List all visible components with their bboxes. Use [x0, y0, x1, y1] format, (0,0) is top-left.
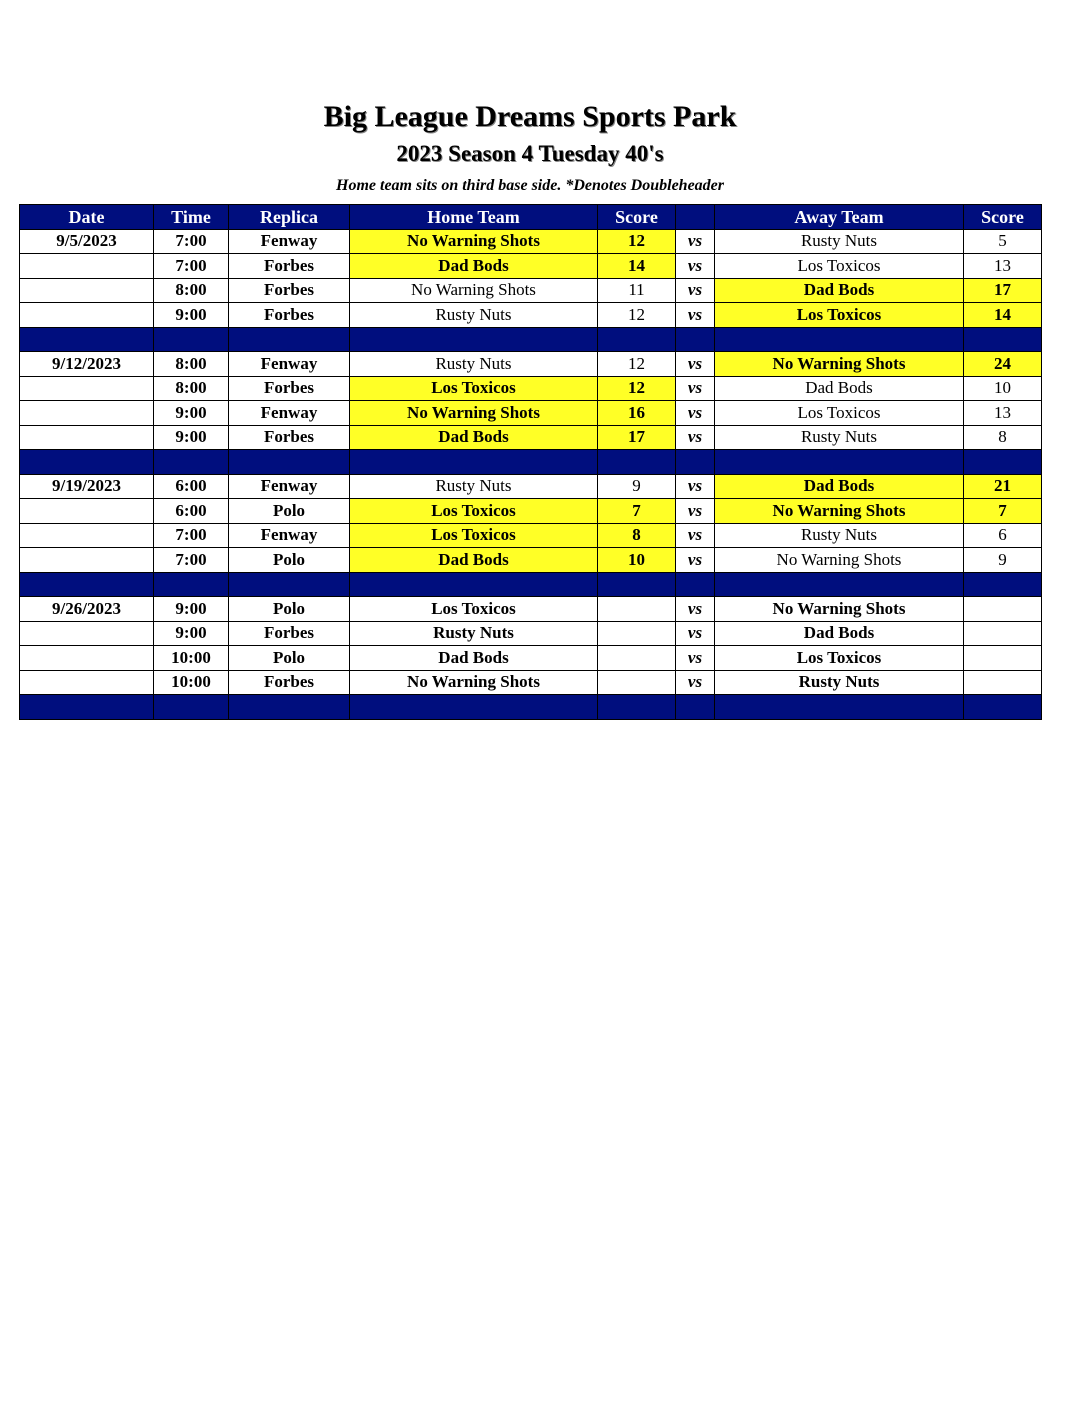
away-team-cell: Dad Bods: [715, 621, 964, 646]
vs-cell: vs: [676, 278, 715, 303]
away-team-cell: Rusty Nuts: [715, 523, 964, 548]
vs-cell: vs: [676, 425, 715, 450]
time-cell: 9:00: [154, 425, 229, 450]
date-cell: [20, 621, 154, 646]
away-team-cell: Rusty Nuts: [715, 425, 964, 450]
home-team-cell: Dad Bods: [350, 548, 598, 573]
separator-cell: [154, 450, 229, 475]
header-row: [20, 205, 1042, 230]
date-cell: [20, 376, 154, 401]
separator-cell: [598, 327, 676, 352]
table-row: [20, 352, 1042, 377]
away-score-cell: [964, 597, 1042, 622]
home-team-cell: Los Toxicos: [350, 597, 598, 622]
replica-cell: Polo: [229, 548, 350, 573]
home-score-cell: 11: [598, 278, 676, 303]
replica-cell: Fenway: [229, 352, 350, 377]
time-cell: 7:00: [154, 229, 229, 254]
separator-cell: [676, 327, 715, 352]
away-team-cell: No Warning Shots: [715, 499, 964, 524]
table-row: [20, 303, 1042, 328]
replica-cell: Polo: [229, 499, 350, 524]
away-team-cell: Los Toxicos: [715, 254, 964, 279]
vs-cell: vs: [676, 303, 715, 328]
header-away-score: Score: [964, 205, 1042, 230]
separator-cell: [350, 695, 598, 720]
week-separator-row: [20, 695, 1042, 720]
replica-cell: Forbes: [229, 278, 350, 303]
table-row: [20, 670, 1042, 695]
header-replica: Replica: [229, 205, 350, 230]
week-separator-row: [20, 450, 1042, 475]
away-score-cell: [964, 670, 1042, 695]
home-score-cell: 9: [598, 474, 676, 499]
home-team-cell: Los Toxicos: [350, 499, 598, 524]
time-cell: 9:00: [154, 621, 229, 646]
replica-cell: Fenway: [229, 229, 350, 254]
away-score-cell: 7: [964, 499, 1042, 524]
home-score-cell: 12: [598, 376, 676, 401]
home-score-cell: 16: [598, 401, 676, 426]
home-score-cell: 8: [598, 523, 676, 548]
separator-cell: [598, 450, 676, 475]
header-home-score: Score: [598, 205, 676, 230]
separator-cell: [154, 572, 229, 597]
date-cell: 9/5/2023: [20, 229, 154, 254]
date-cell: [20, 303, 154, 328]
separator-cell: [229, 327, 350, 352]
separator-cell: [676, 572, 715, 597]
away-score-cell: 10: [964, 376, 1042, 401]
date-cell: [20, 425, 154, 450]
away-team-cell: No Warning Shots: [715, 548, 964, 573]
away-team-cell: Los Toxicos: [715, 303, 964, 328]
home-team-cell: No Warning Shots: [350, 670, 598, 695]
date-cell: [20, 499, 154, 524]
date-cell: [20, 646, 154, 671]
vs-cell: vs: [676, 670, 715, 695]
table-row: [20, 621, 1042, 646]
replica-cell: Forbes: [229, 303, 350, 328]
separator-cell: [229, 695, 350, 720]
away-score-cell: 8: [964, 425, 1042, 450]
away-score-cell: 5: [964, 229, 1042, 254]
schedule-body: [20, 229, 1042, 719]
away-team-cell: No Warning Shots: [715, 352, 964, 377]
header-date: Date: [20, 205, 154, 230]
home-score-cell: 7: [598, 499, 676, 524]
time-cell: 7:00: [154, 523, 229, 548]
away-score-cell: 13: [964, 401, 1042, 426]
away-team-cell: Los Toxicos: [715, 401, 964, 426]
date-cell: [20, 670, 154, 695]
replica-cell: Fenway: [229, 523, 350, 548]
replica-cell: Forbes: [229, 670, 350, 695]
separator-cell: [598, 695, 676, 720]
away-team-cell: Dad Bods: [715, 376, 964, 401]
separator-cell: [676, 695, 715, 720]
home-score-cell: [598, 621, 676, 646]
date-cell: [20, 548, 154, 573]
home-score-cell: [598, 646, 676, 671]
vs-cell: vs: [676, 352, 715, 377]
home-team-cell: Rusty Nuts: [350, 352, 598, 377]
time-cell: 6:00: [154, 499, 229, 524]
away-score-cell: [964, 646, 1042, 671]
table-row: [20, 229, 1042, 254]
replica-cell: Forbes: [229, 425, 350, 450]
home-team-cell: Dad Bods: [350, 425, 598, 450]
home-team-cell: Rusty Nuts: [350, 621, 598, 646]
separator-cell: [715, 572, 964, 597]
separator-cell: [715, 327, 964, 352]
away-team-cell: Los Toxicos: [715, 646, 964, 671]
replica-cell: Fenway: [229, 474, 350, 499]
time-cell: 10:00: [154, 670, 229, 695]
vs-cell: vs: [676, 229, 715, 254]
separator-cell: [20, 327, 154, 352]
week-separator-row: [20, 572, 1042, 597]
time-cell: 9:00: [154, 303, 229, 328]
time-cell: 7:00: [154, 548, 229, 573]
separator-cell: [964, 327, 1042, 352]
vs-cell: vs: [676, 254, 715, 279]
away-score-cell: 21: [964, 474, 1042, 499]
separator-cell: [598, 572, 676, 597]
home-team-cell: Los Toxicos: [350, 376, 598, 401]
table-row: [20, 523, 1042, 548]
separator-cell: [964, 695, 1042, 720]
vs-cell: vs: [676, 499, 715, 524]
schedule-table: [19, 204, 1042, 720]
date-cell: [20, 401, 154, 426]
replica-cell: Forbes: [229, 254, 350, 279]
header-time: Time: [154, 205, 229, 230]
separator-cell: [20, 695, 154, 720]
home-team-cell: Dad Bods: [350, 646, 598, 671]
home-score-cell: 17: [598, 425, 676, 450]
week-separator-row: [20, 327, 1042, 352]
header-away-team: Away Team: [715, 205, 964, 230]
table-row: [20, 376, 1042, 401]
away-team-cell: Dad Bods: [715, 278, 964, 303]
table-row: [20, 597, 1042, 622]
separator-cell: [676, 450, 715, 475]
away-team-cell: Dad Bods: [715, 474, 964, 499]
time-cell: 6:00: [154, 474, 229, 499]
away-score-cell: 14: [964, 303, 1042, 328]
time-cell: 10:00: [154, 646, 229, 671]
vs-cell: vs: [676, 376, 715, 401]
away-score-cell: 24: [964, 352, 1042, 377]
date-cell: [20, 523, 154, 548]
time-cell: 8:00: [154, 278, 229, 303]
replica-cell: Forbes: [229, 621, 350, 646]
away-score-cell: 13: [964, 254, 1042, 279]
date-cell: [20, 278, 154, 303]
home-team-cell: No Warning Shots: [350, 401, 598, 426]
header-vs: [676, 205, 715, 230]
home-score-cell: 14: [598, 254, 676, 279]
away-team-cell: Rusty Nuts: [715, 229, 964, 254]
separator-cell: [20, 572, 154, 597]
date-cell: 9/19/2023: [20, 474, 154, 499]
time-cell: 8:00: [154, 352, 229, 377]
table-row: [20, 499, 1042, 524]
vs-cell: vs: [676, 401, 715, 426]
vs-cell: vs: [676, 646, 715, 671]
replica-cell: Fenway: [229, 401, 350, 426]
away-score-cell: 17: [964, 278, 1042, 303]
time-cell: 9:00: [154, 597, 229, 622]
separator-cell: [350, 450, 598, 475]
separator-cell: [715, 695, 964, 720]
vs-cell: vs: [676, 548, 715, 573]
away-team-cell: No Warning Shots: [715, 597, 964, 622]
replica-cell: Polo: [229, 646, 350, 671]
home-team-cell: Dad Bods: [350, 254, 598, 279]
home-team-cell: No Warning Shots: [350, 229, 598, 254]
separator-cell: [229, 450, 350, 475]
home-team-cell: Los Toxicos: [350, 523, 598, 548]
page-subtitle: 2023 Season 4 Tuesday 40's: [396, 141, 664, 166]
separator-cell: [964, 572, 1042, 597]
away-score-cell: [964, 621, 1042, 646]
table-row: [20, 425, 1042, 450]
table-row: [20, 278, 1042, 303]
replica-cell: Polo: [229, 597, 350, 622]
time-cell: 7:00: [154, 254, 229, 279]
home-score-cell: 12: [598, 303, 676, 328]
table-row: [20, 474, 1042, 499]
separator-cell: [350, 327, 598, 352]
table-row: [20, 646, 1042, 671]
separator-cell: [154, 695, 229, 720]
time-cell: 9:00: [154, 401, 229, 426]
home-score-cell: [598, 597, 676, 622]
header-home-team: Home Team: [350, 205, 598, 230]
date-cell: [20, 254, 154, 279]
time-cell: 8:00: [154, 376, 229, 401]
vs-cell: vs: [676, 621, 715, 646]
home-score-cell: 12: [598, 352, 676, 377]
vs-cell: vs: [676, 523, 715, 548]
home-team-cell: No Warning Shots: [350, 278, 598, 303]
page-title: Big League Dreams Sports Park: [323, 100, 737, 133]
home-score-cell: 12: [598, 229, 676, 254]
separator-cell: [20, 450, 154, 475]
vs-cell: vs: [676, 474, 715, 499]
table-row: [20, 548, 1042, 573]
separator-cell: [154, 327, 229, 352]
separator-cell: [715, 450, 964, 475]
away-score-cell: 9: [964, 548, 1042, 573]
date-cell: 9/26/2023: [20, 597, 154, 622]
date-cell: 9/12/2023: [20, 352, 154, 377]
table-row: [20, 401, 1042, 426]
home-team-cell: Rusty Nuts: [350, 474, 598, 499]
table-row: [20, 254, 1042, 279]
home-team-cell: Rusty Nuts: [350, 303, 598, 328]
away-team-cell: Rusty Nuts: [715, 670, 964, 695]
away-score-cell: 6: [964, 523, 1042, 548]
home-score-cell: 10: [598, 548, 676, 573]
schedule-note: Home team sits on third base side. *Denotes Doubleheader: [336, 177, 724, 194]
separator-cell: [964, 450, 1042, 475]
separator-cell: [350, 572, 598, 597]
separator-cell: [229, 572, 350, 597]
vs-cell: vs: [676, 597, 715, 622]
replica-cell: Forbes: [229, 376, 350, 401]
home-score-cell: [598, 670, 676, 695]
